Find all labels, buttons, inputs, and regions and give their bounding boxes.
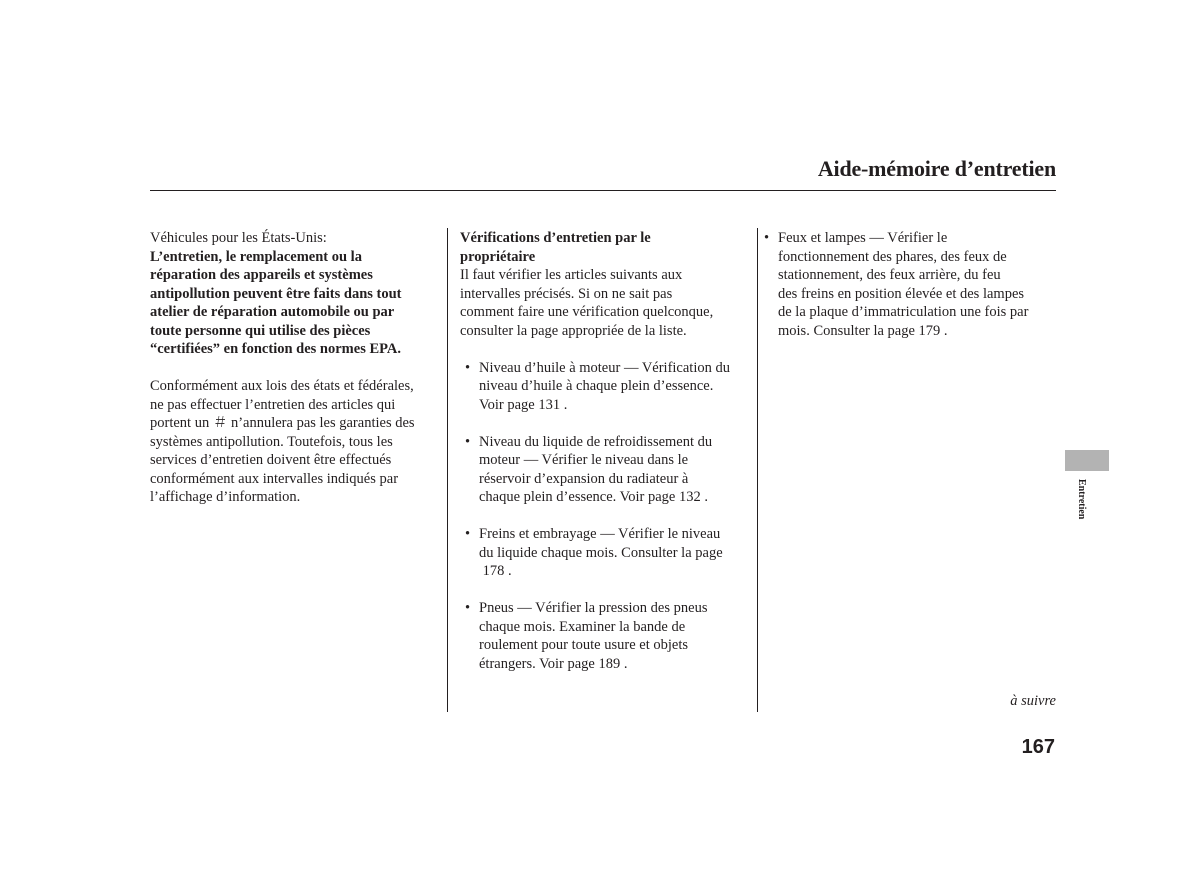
emission-warranty-notice [150, 248, 440, 359]
intro-line: comment faire une vérification quelconque, [460, 304, 714, 320]
compliance-paragraph [150, 377, 440, 507]
bullet-icon: • [465, 359, 471, 376]
column-2 [460, 229, 750, 673]
paragraph-line: services d’entretien doivent être effectués [150, 452, 392, 468]
notice-line: réparation des appareils et systèmes [150, 267, 373, 283]
list-item-engine-oil [460, 359, 750, 415]
heading-line: Vérifications d’entretien par le [460, 230, 651, 246]
paragraph-line: systèmes antipollution. Toutefois, tous les [150, 433, 393, 450]
list-item-line: niveau d’huile à chaque plein d’essence. [479, 378, 714, 394]
list-item-line: du liquide chaque mois. Consulter la page [479, 544, 723, 561]
section-heading [460, 229, 750, 266]
column-divider-left [447, 228, 448, 712]
list-item-line: roulement pour toute usure et objets [479, 637, 688, 653]
bullet-icon: • [465, 600, 471, 616]
list-item-line: réservoir d’expansion du radiateur à [479, 470, 689, 487]
list-item-tires [460, 599, 750, 673]
list-item-line: étrangers. Voir page 189 . [479, 655, 628, 672]
column-3 [764, 229, 1060, 340]
list-item-line: fonctionnement des phares, des feux de [778, 248, 1007, 265]
intro-line: consulter la page appropriée de la liste. [460, 322, 687, 339]
list-item-line: moteur — Vérifier le niveau dans le [479, 452, 689, 468]
page-title: Aide-mémoire d’entretien [817, 156, 1056, 181]
intro-line: Il faut vérifier les articles suivants aux [460, 267, 683, 283]
list-item-line: Pneus — Vérifier la pression des pneus [479, 600, 708, 616]
bullet-icon: • [465, 526, 471, 542]
list-item-line: des freins en position élevée et des lampes [778, 285, 1025, 302]
notice-line: toute personne qui utilise des pièces [150, 322, 371, 339]
list-item-line: Voir page 131 . [479, 396, 568, 413]
list-item-line: mois. Consulter la page 179 . [778, 322, 948, 339]
paragraph-line: l’affichage d’information. [150, 489, 301, 505]
section-intro [460, 266, 750, 340]
paragraph-line: conformément aux intervalles indiqués par [150, 470, 399, 487]
section-tab-label: Entretien [1076, 479, 1087, 520]
heading-line: propriétaire [460, 248, 536, 265]
intro-line: intervalles précisés. Si on ne sait pas [460, 285, 673, 302]
column-1 [150, 229, 440, 507]
paragraph-line: portent un ＃ n’annulera pas les garanties des [150, 415, 415, 431]
bullet-icon: • [764, 230, 770, 246]
list-item-brakes-clutch [460, 525, 750, 581]
list-item-line: de la plaque d’immatriculation une fois par [778, 304, 1029, 320]
paragraph-line: Conformément aux lois des états et fédérales, [150, 378, 414, 394]
list-item-line: chaque plein d’essence. Voir page 132 . [479, 489, 708, 505]
notice-line: L’entretien, le remplacement ou la [150, 248, 362, 265]
continued-note: à suivre [1010, 693, 1056, 709]
bullet-icon: • [465, 433, 471, 450]
column-divider-right [757, 228, 758, 712]
title-divider [150, 190, 1056, 191]
list-item-line: Niveau d’huile à moteur — Vérification du [479, 359, 730, 376]
list-item-lights [759, 229, 1060, 340]
page-number: 167 [1021, 736, 1055, 758]
list-item-line: Niveau du liquide de refroidissement du [479, 433, 713, 450]
list-item-coolant [460, 433, 750, 507]
us-vehicles-intro: Véhicules pour les États-Unis: [150, 230, 327, 246]
section-tab-marker [1065, 450, 1109, 471]
list-item-line: Freins et embrayage — Vérifier le niveau [479, 526, 721, 542]
notice-line: antipollution peuvent être faits dans tout [150, 285, 402, 302]
list-item-line: 178 . [479, 563, 512, 579]
notice-line: “certifiées” en fonction des normes EPA. [150, 341, 402, 357]
list-item-line: stationnement, des feux arrière, du feu [778, 267, 1001, 283]
list-item-line: chaque mois. Examiner la bande de [479, 618, 686, 635]
list-item-line: Feux et lampes — Vérifier le [778, 230, 948, 246]
paragraph-line: ne pas effectuer l’entretien des articles qui [150, 396, 396, 413]
notice-line: atelier de réparation automobile ou par [150, 304, 395, 320]
